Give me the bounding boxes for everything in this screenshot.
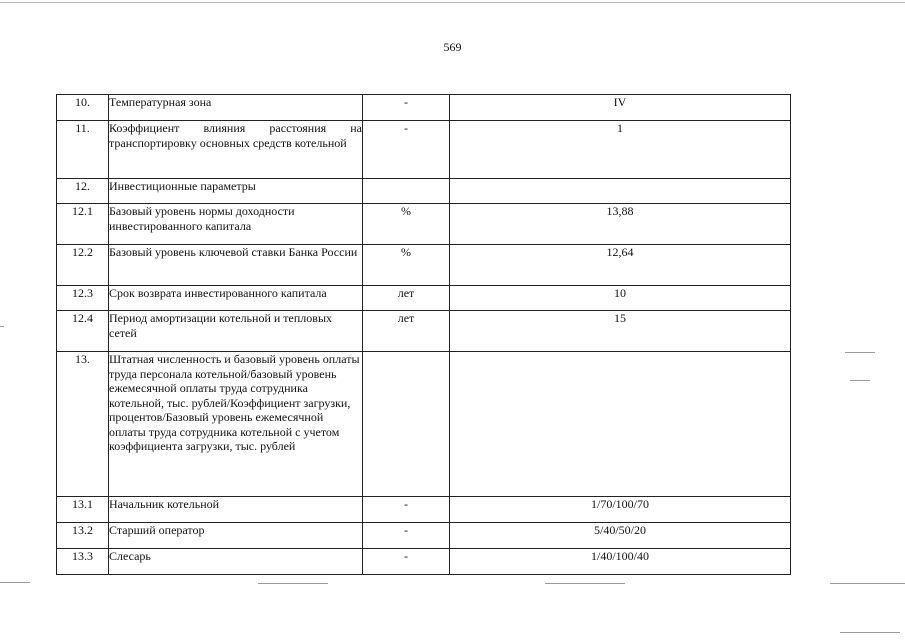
parameter-name: Срок возврата инвестированного капитала: [109, 286, 363, 311]
table-row: [57, 179, 791, 204]
table-row: [57, 549, 791, 575]
unit-cell: %: [363, 204, 450, 245]
scan-artifact: [545, 583, 625, 584]
unit-cell: %: [363, 245, 450, 286]
unit-cell: -: [363, 121, 450, 179]
scan-artifact: [830, 583, 905, 584]
parameters-table: [56, 94, 791, 575]
value-cell: 1/40/100/40: [450, 549, 791, 575]
value-cell: 12,64: [450, 245, 791, 286]
scan-artifact: [258, 583, 328, 584]
value-cell: 10: [450, 286, 791, 311]
scan-top-border: [0, 2, 905, 3]
parameter-name: Штатная численность и базовый уровень оплаты труда персонала котельной/базовый уровень ежемесячной оплаты труда сотрудника котельной, тыс. рублей/Коэффициент загрузки, процентов/Базовый уровень ежемесячной оплаты труда сотрудника котельной с учетом коэффициента загрузки, тыс. рублей: [109, 352, 363, 497]
row-number: 13.: [57, 352, 109, 497]
parameter-name: Коэффициент влияния расстояния на транспортировку основных средств котельной: [109, 121, 363, 179]
value-cell: [450, 352, 791, 497]
row-number: 11.: [57, 121, 109, 179]
table-row: [57, 352, 791, 497]
unit-cell: [363, 179, 450, 204]
value-cell: IV: [450, 95, 791, 121]
row-number: 12.4: [57, 311, 109, 352]
table-row: [57, 497, 791, 523]
parameter-name: Температурная зона: [109, 95, 363, 121]
row-number: 13.3: [57, 549, 109, 575]
scan-artifact: [840, 632, 900, 633]
scan-artifact: [845, 352, 875, 353]
value-cell: 1: [450, 121, 791, 179]
unit-cell: -: [363, 549, 450, 575]
parameter-name: Начальник котельной: [109, 497, 363, 523]
unit-cell: -: [363, 523, 450, 549]
value-cell: 13,88: [450, 204, 791, 245]
row-number: 12.: [57, 179, 109, 204]
scan-artifact: [850, 380, 870, 381]
table-row: [57, 523, 791, 549]
parameter-name: Старший оператор: [109, 523, 363, 549]
value-cell: 5/40/50/20: [450, 523, 791, 549]
value-cell: [450, 179, 791, 204]
scan-artifact: [0, 326, 4, 327]
unit-cell: [363, 352, 450, 497]
scan-artifact: [0, 582, 30, 583]
row-number: 12.2: [57, 245, 109, 286]
row-number: 12.1: [57, 204, 109, 245]
unit-cell: -: [363, 95, 450, 121]
unit-cell: лет: [363, 311, 450, 352]
parameter-name: Слесарь: [109, 549, 363, 575]
parameter-name: Базовый уровень нормы доходности инвестированного капитала: [109, 204, 363, 245]
page-number: 569: [443, 40, 462, 54]
unit-cell: лет: [363, 286, 450, 311]
row-number: 13.1: [57, 497, 109, 523]
unit-cell: -: [363, 497, 450, 523]
parameter-name: Инвестиционные параметры: [109, 179, 363, 204]
table-row: [57, 311, 791, 352]
row-number: 12.3: [57, 286, 109, 311]
row-number: 13.2: [57, 523, 109, 549]
table-row: [57, 286, 791, 311]
row-number: 10.: [57, 95, 109, 121]
parameter-name: Базовый уровень ключевой ставки Банка России: [109, 245, 363, 286]
parameter-name: Период амортизации котельной и тепловых сетей: [109, 311, 363, 352]
value-cell: 1/70/100/70: [450, 497, 791, 523]
value-cell: 15: [450, 311, 791, 352]
table-row: [57, 245, 791, 286]
table-row: [57, 121, 791, 179]
table-row: [57, 204, 791, 245]
table-row: [57, 95, 791, 121]
